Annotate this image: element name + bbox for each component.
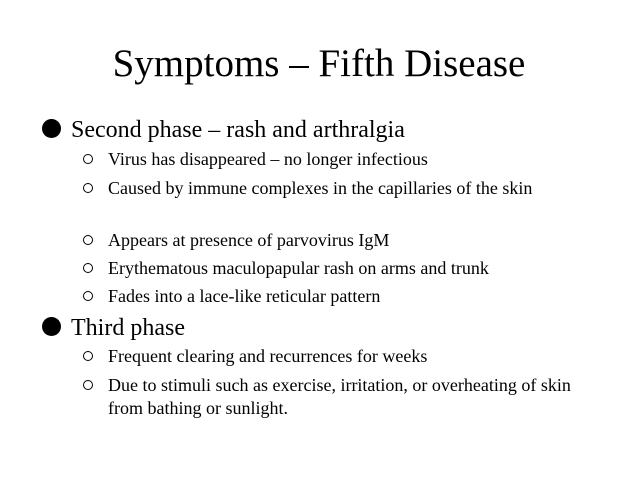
list-item-text: Virus has disappeared – no longer infectious bbox=[108, 149, 428, 169]
list-item bbox=[83, 345, 603, 368]
list-item bbox=[83, 257, 603, 280]
list-item-text: Caused by immune complexes in the capillaries of the skin bbox=[108, 178, 533, 198]
list-item-text: Erythematous maculopapular rash on arms and trunk bbox=[108, 258, 489, 278]
list-item-text: Due to stimuli such as exercise, irritation, or overheating of skin from bathing or sunlight. bbox=[108, 375, 571, 418]
list-item bbox=[83, 374, 603, 420]
section-heading-third-phase bbox=[42, 314, 185, 342]
hollow-bullet-icon bbox=[83, 291, 93, 301]
filled-bullet-icon bbox=[42, 317, 61, 336]
list-item-text: Frequent clearing and recurrences for weeks bbox=[108, 346, 428, 366]
hollow-bullet-icon bbox=[83, 235, 93, 245]
slide-title: Symptoms – Fifth Disease bbox=[112, 42, 526, 85]
hollow-bullet-icon bbox=[83, 154, 93, 164]
list-item bbox=[83, 148, 603, 171]
section-heading-label: Second phase – rash and arthralgia bbox=[71, 117, 405, 143]
hollow-bullet-icon bbox=[83, 351, 93, 361]
list-item bbox=[83, 285, 603, 308]
list-item bbox=[83, 229, 603, 252]
list-item bbox=[83, 177, 603, 200]
section-heading-label: Third phase bbox=[71, 315, 185, 341]
filled-bullet-icon bbox=[42, 119, 61, 138]
section-heading-second-phase bbox=[42, 116, 405, 144]
hollow-bullet-icon bbox=[83, 183, 93, 193]
list-item-text: Fades into a lace-like reticular pattern bbox=[108, 286, 381, 306]
list-item-text: Appears at presence of parvovirus IgM bbox=[108, 230, 390, 250]
hollow-bullet-icon bbox=[83, 380, 93, 390]
hollow-bullet-icon bbox=[83, 263, 93, 273]
